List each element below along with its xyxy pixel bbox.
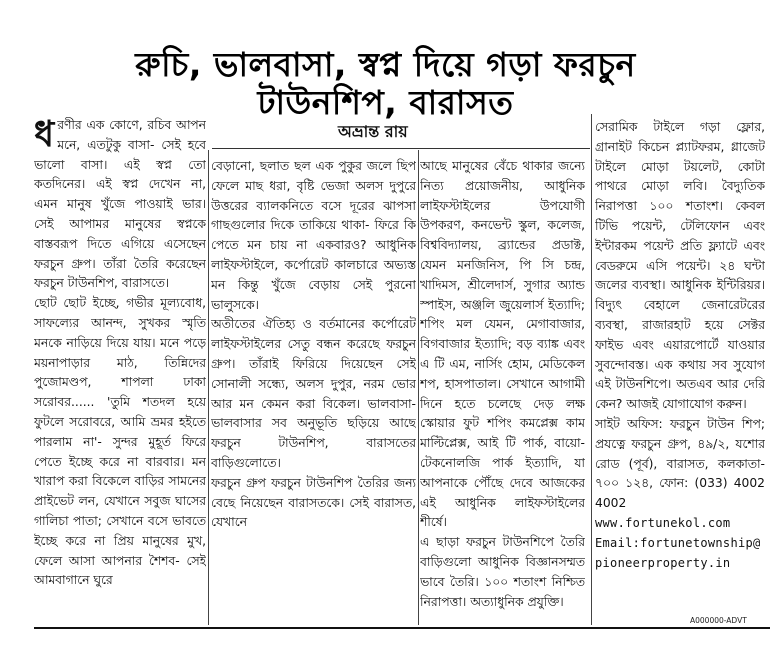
bottom-rule: [34, 627, 770, 629]
column-divider-2: [418, 150, 419, 625]
email-line[interactable]: [595, 534, 765, 554]
column-2-paragraph-3: ফরচুন গ্রুপ ফরচুন টাউনশিপ তৈরির জন্য বেছে নিয়েছেন বারাসতকে। সেই বারাসত, যেখানে: [211, 475, 416, 530]
email-label: Email:: [595, 535, 641, 550]
email-text[interactable]: fortunetownship@: [640, 535, 761, 550]
column-1-paragraph-2: ছোট ছোট ইচ্ছে, গভীর মূল্যবোধ, সাফল্যের আনন্দ, সুখকর স্মৃতি মনকে নাড়িয়ে দিয়ে যায়। মনে পড়ে ময়নাপাড়ার মাঠ, তিন্নিদের পুজোমণ্ডপ, শাপলা ঢাকা সরোবর...... 'তুমি শতদল হয়ে ফুটলে সরোবরে, আমি ভ্রমর হইতে পারলাম না'- সুন্দর মুহূর্ত ফিরে পেতে ইচ্ছে করে না বারবার। মন খারাপ করা বিকেলে বাড়ির সামনের প্রাইভেট লন, যেখানে সবুজ ঘাসের গালিচা পাতা; সেখানে বসে ভাবতে ইচ্ছে করে না প্রিয় মানুষের মুখ, ফেলে আসা আপনার শৈশব- সেই আমবাগানে ঘুরে: [34, 296, 206, 588]
column-2: [211, 157, 416, 622]
column-2-paragraph-2: অতীতের ঐতিহ্য ও বর্তমানের কর্পোরেট লাইফস্টাইলের সেতু বন্ধন করেছে ফরচুন গ্রুপ। তাঁরাই ফিরিয়ে দিয়েছেন সেই সোনালী সন্ধ্যে, অলস দুপুর, নরম ভোর আর মন কেমন করা বিকেল। ভালবাসা- ভালবাসার সব অনুভূতি ছড়িয়ে আছে ফরচুন টাউনশিপ, বারাসতের বাড়িগুলোতে।: [211, 317, 416, 470]
column-4: [595, 118, 765, 622]
ad-code: A000000-ADVT: [690, 616, 747, 625]
headline-line-1: রুচি, ভালবাসা, স্বপ্ন দিয়ে গড়া ফরচুন: [135, 45, 636, 84]
column-2-paragraph-1: বেড়ানো, ছলাত ছল এক পুকুর জলে ছিপ ফেলে মাছ ধরা, বৃষ্টি ভেজা অলস দুপুরে উত্তরের ব্যালকনিতে বসে দূরের ঝাপসা গাছগুলোর দিকে তাকিয়ে থাকা- ফিরে কি পেতে মন চায় না একবারও? আধুনিক লাইফস্টাইলে, কর্পোরেট কালচারে অভ্যস্ত মন কিন্তু খুঁজে বেড়ায় সেই পুরনো ভালুসকে।: [211, 159, 416, 312]
column-1: [34, 116, 206, 622]
column-divider-1: [208, 150, 209, 625]
column-3-paragraph-2: এ ছাড়া ফরচুন টাউনশিপে তৈরি বাড়িগুলো আধুনিক বিজ্ঞানসম্মত ভাবে তৈরি। ১০০ শতাংশ নিশ্চিত নিরাপত্তা। অত্যাধুনিক প্রযুক্তি।: [420, 535, 585, 609]
website-link[interactable]: [595, 514, 765, 534]
column-3-paragraph-1: আছে মানুষের বেঁচে থাকার জন্যে নিত্য প্রয়োজনীয়, আধুনিক লাইফস্টাইলের উপযোগী উপকরণ, কনভেন্ট স্কুল, কলেজ, বিশ্ববিদ্যালয়, ব্র্যান্ডের প্রডাক্ট, যেমন মনজিনিস, পি সি চন্দ্র, খাদিমস, শ্রীলেদার্স, সুগার অ্যান্ড স্পাইস, অঞ্জলি জুয়েলার্স ইত্যাদি; শপিং মল যেমন, মেগাবাজার, বিগবাজার ইত্যাদি; বড় ব্যাঙ্ক এবং এ টি এম, নার্সিং হোম, মেডিকেল শপ, হাসপাতাল। সেখানে আগামী দিনে হতে চলেছে দেড় লক্ষ স্কোয়ার ফুট শপিং কমপ্লেক্স কাম মাল্টিপ্লেক্স, আই টি পার্ক, বায়ো-টেকনোলজি পার্ক ইত্যাদি, যা আপনাকে পৌঁছে দেবে আজকের এই আধুনিক লাইফস্টাইলের শীর্ষে।: [420, 159, 585, 530]
headline-line-2: টাউনশিপ, বারাসত: [257, 83, 514, 122]
column-1-text-1: রণীর এক কোণে, রচিব আপন মনে, এতটুকু বাসা- সেই হবে ভালো বাসা। এই স্বপ্ন তো কতদিনের। এই স্বপ্ন দেখেন না, এমন মানুষ খুঁজে পাওয়াই ভার। সেই আপামর মানুষের স্বপ্নকে বাস্তবরূপ দিতে এগিয়ে এসেছেন ফরচুন গ্রুপ। তাঁরা তৈরি করেছেন ফরচুন টাউনশিপ, বারাসতে।: [34, 118, 206, 291]
website-text[interactable]: www.fortunekol.com: [595, 515, 731, 530]
column-3: [420, 157, 585, 622]
email-line-2[interactable]: pioneerproperty.in: [595, 555, 731, 570]
site-office-address: সাইট অফিস: ফরচুন টাউন শিপ; প্রযত্নে ফরচুন গ্রুপ, ৪৯/২, যশোর রোড (পূর্ব), বারাসত, কলকাতা- ৭০০ ১২৪, ফোন: (033) 4002 4002: [595, 416, 765, 511]
column-divider-3: [591, 114, 592, 625]
drop-cap: ধ: [34, 116, 55, 155]
column-1-paragraph-1: [34, 116, 206, 294]
column-4-paragraph-1: সেরামিক টাইলে গড়া ফ্লোর, গ্রানাইট কিচেন প্ল্যাটফরম, গ্লাজেট টাইলে মোড়া টয়লেট, কোটা পাথরে মোড়া লবি। বৈদ্যুতিক নিরাপত্তা ১০০ শতাংশ। কেবল টিভি পয়েন্ট, টেলিফোন এবং ইন্টারকম পয়েন্ট প্রতি ফ্ল্যাটে এবং বেডরুমে এসি পয়েন্ট। ২৪ ঘন্টা জলের ব্যবস্থা। আধুনিক ইন্টিরিয়র। বিদ্যুৎ বেহালে জেনারেটরের ব্যবস্থা, রাজারহাট হয়ে সেক্টর ফাইভ এবং এয়ারপোর্টে যাওয়ার সুবন্দোবস্ত। এক কথায় সব সুযোগ এই টাউনশিপে। অতএব আর দেরি কেন? আজই যোগাযোগ করুন।: [595, 120, 765, 412]
byline: অভ্রান্ত রায়: [338, 122, 408, 141]
byline-rule: [212, 148, 590, 149]
